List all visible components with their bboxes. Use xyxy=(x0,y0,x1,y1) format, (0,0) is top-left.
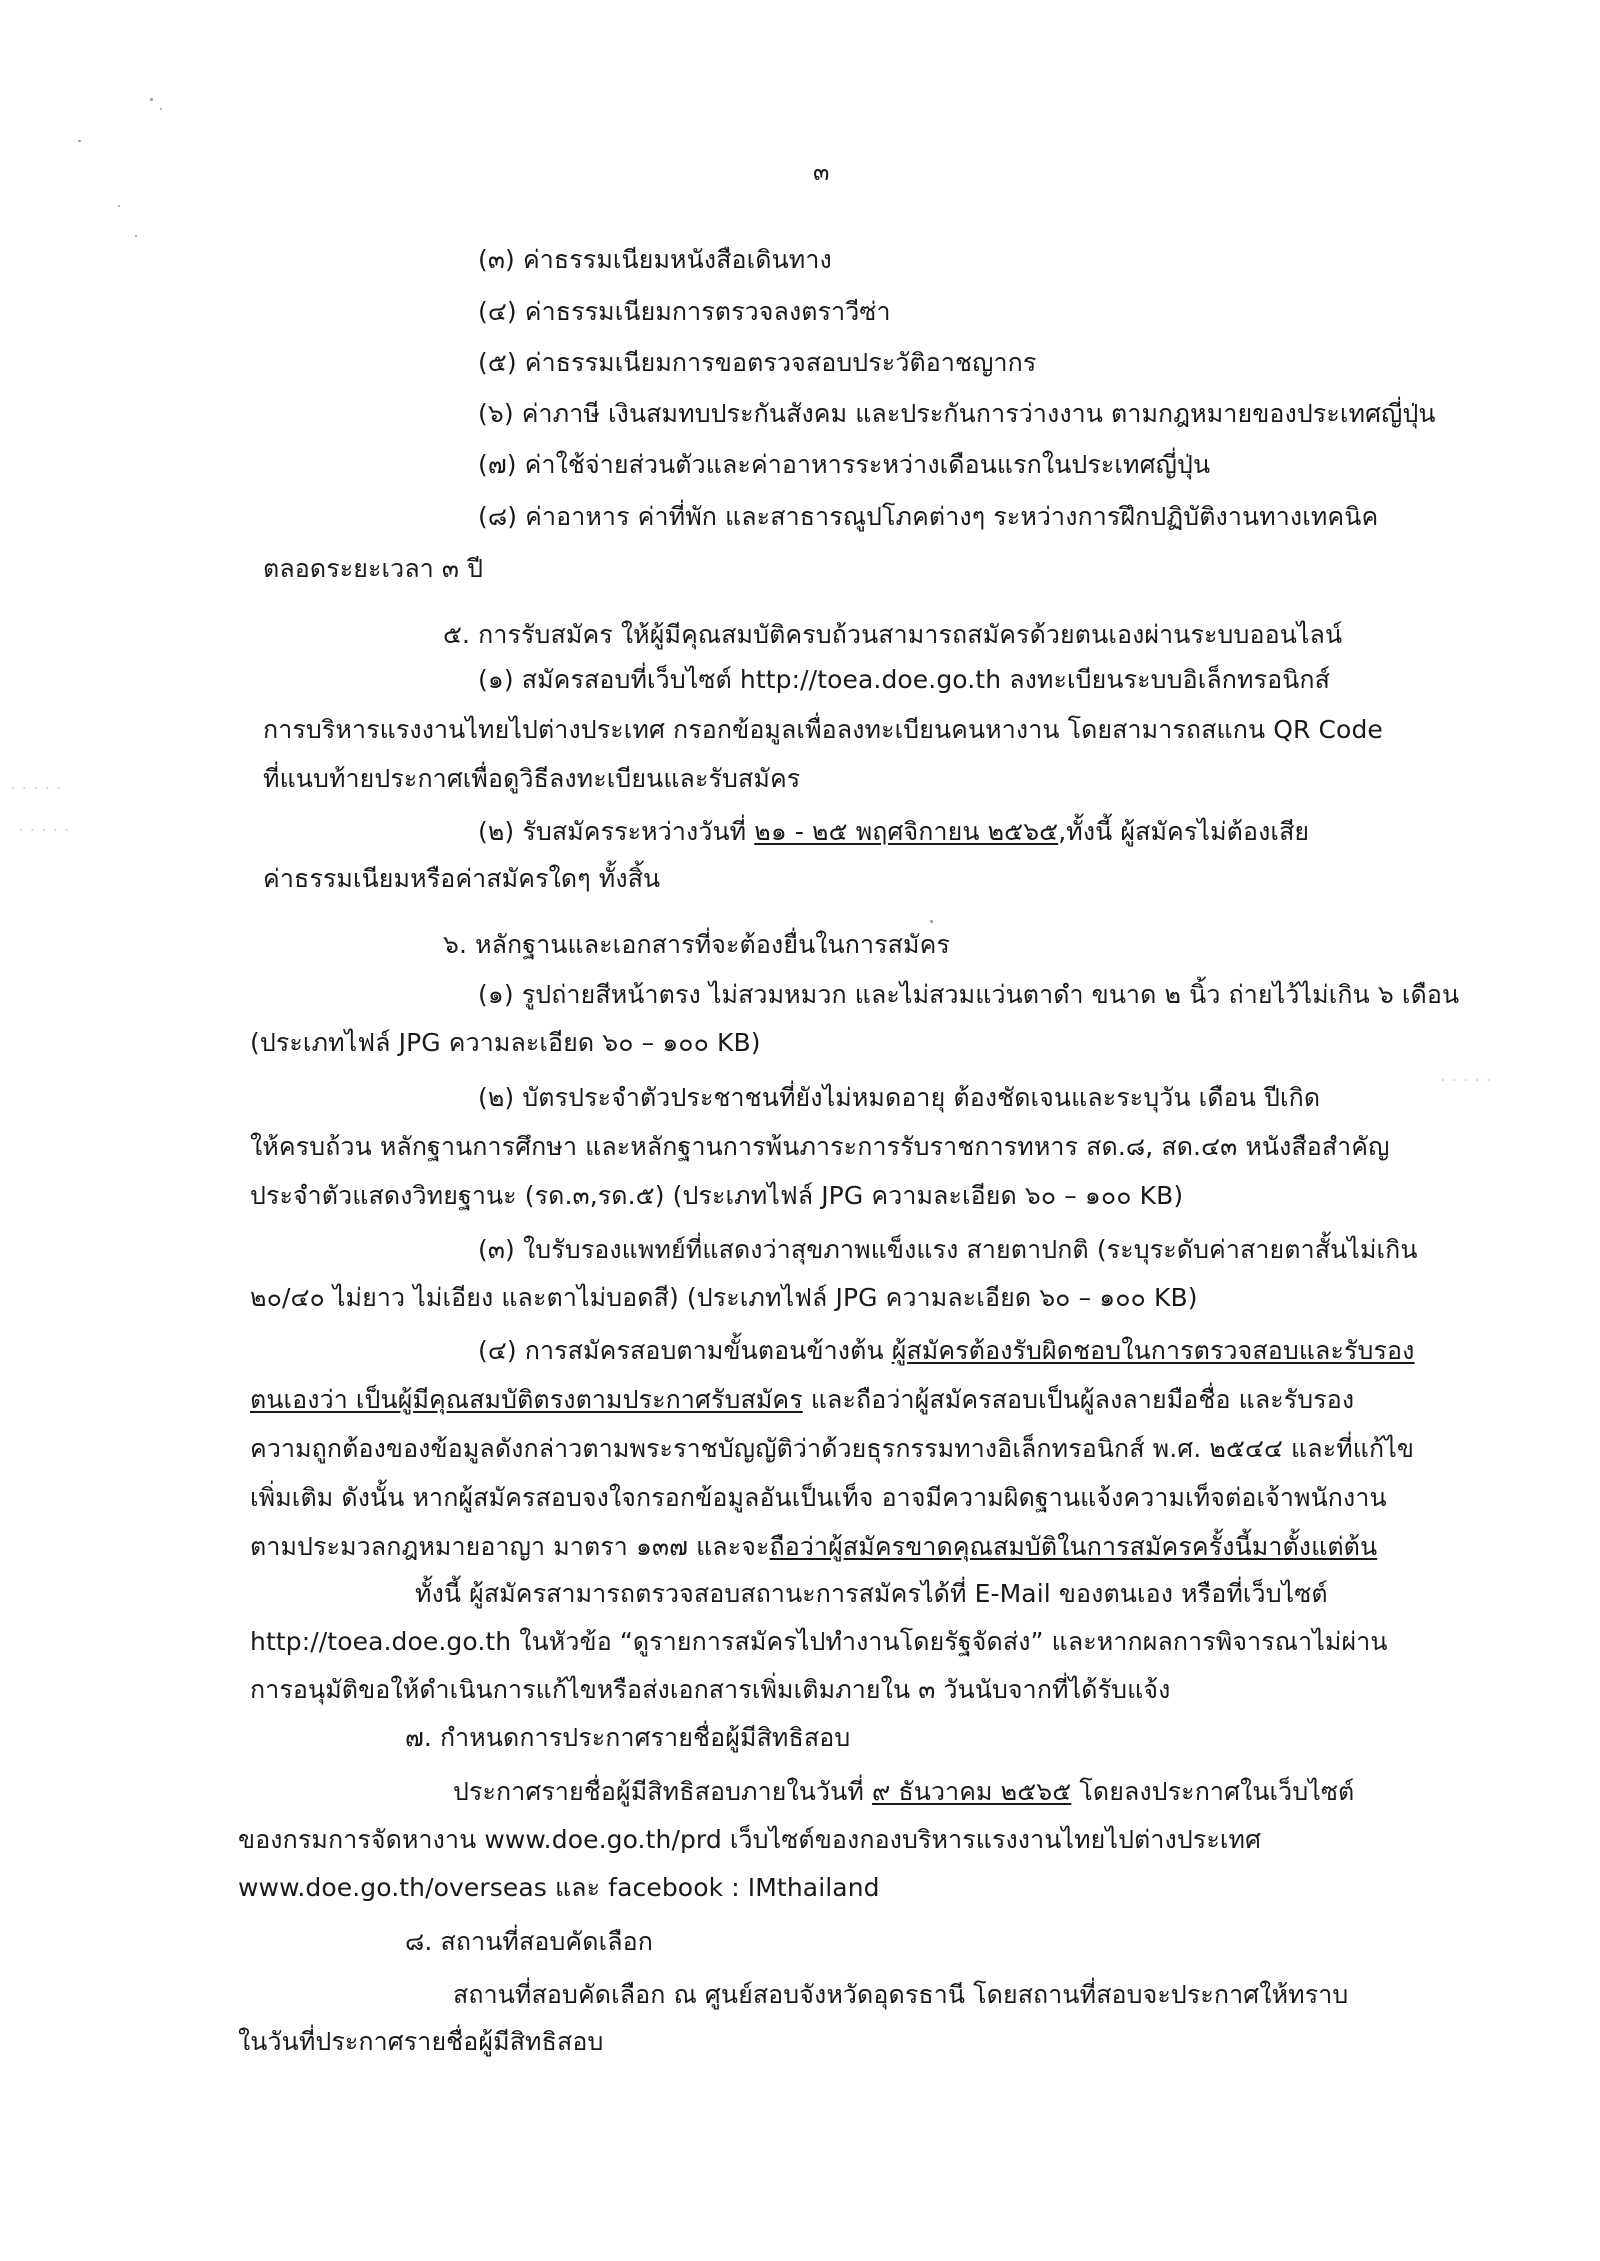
paragraph-line: ที่แนบท้ายประกาศเพื่อดูวิธีลงทะเบียนและรับสมัคร xyxy=(263,764,801,793)
paragraph-line: ความถูกต้องของข้อมูลดังกล่าวตามพระราชบัญญัติว่าด้วยธุรกรรมทางอิเล็กทรอนิกส์ พ.ศ. ๒๕๔๔ และที่แก้ไข xyxy=(250,1434,1415,1463)
paragraph-line: ๒๐/๔๐ ไม่ยาว ไม่เอียง และตาไม่บอดสี) (ประเภทไฟล์ JPG ความละเอียด ๖๐ – ๑๐๐ KB) xyxy=(250,1283,1198,1312)
paragraph-line: (๑) สมัครสอบที่เว็บไซต์ http://toea.doe.go.th ลงทะเบียนระบบอิเล็กทรอนิกส์ xyxy=(478,665,1331,694)
paragraph-line: http://toea.doe.go.th ในหัวข้อ “ดูรายการสมัครไปทำงานโดยรัฐจัดส่ง” และหากผลการพิจารณาไม่ผ่าน xyxy=(250,1627,1388,1656)
bleed-through-mark: · · · · · xyxy=(10,778,62,799)
page-number: ๓ xyxy=(813,158,830,186)
paragraph-line: ของกรมการจัดหางาน www.doe.go.th/prd เว็บไซต์ของกองบริหารแรงงานไทยไปต่างประเทศ xyxy=(238,1825,1262,1854)
section-heading: ๕. การรับสมัคร ให้ผู้มีคุณสมบัติครบถ้วนสามารถสมัครด้วยตนเองผ่านระบบออนไลน์ xyxy=(443,620,1343,649)
list-item: (๓) ค่าธรรมเนียมหนังสือเดินทาง xyxy=(478,245,832,274)
application-dates: ๒๑ - ๒๕ พฤศจิกายน ๒๕๖๕ xyxy=(754,817,1059,846)
underlined-text: ผู้สมัครต้องรับผิดชอบในการตรวจสอบและรับรอง xyxy=(891,1336,1415,1365)
paragraph-line: การอนุมัติขอให้ดำเนินการแก้ไขหรือส่งเอกสารเพิ่มเติมภายใน ๓ วันนับจากที่ได้รับแจ้ง xyxy=(250,1675,1171,1704)
scan-speck xyxy=(160,108,162,110)
paragraph-line xyxy=(250,1383,1354,1417)
list-item-continuation: ตลอดระยะเวลา ๓ ปี xyxy=(263,554,484,583)
paragraph-line: ในวันที่ประกาศรายชื่อผู้มีสิทธิสอบ xyxy=(238,2027,604,2056)
paragraph-line: ให้ครบถ้วน หลักฐานการศึกษา และหลักฐานการพ้นภาระการรับราชการทหาร สด.๘, สด.๔๓ หนังสือสำคัญ xyxy=(250,1132,1390,1161)
text-run: (๔) การสมัครสอบตามขั้นตอนข้างต้น xyxy=(478,1336,892,1365)
paragraph-line: (ประเภทไฟล์ JPG ความละเอียด ๖๐ – ๑๐๐ KB) xyxy=(250,1028,761,1057)
paragraph-line: ค่าธรรมเนียมหรือค่าสมัครใดๆ ทั้งสิ้น xyxy=(263,864,661,893)
section-heading: ๖. หลักฐานและเอกสารที่จะต้องยื่นในการสมัคร xyxy=(443,930,950,959)
list-item: (๖) ค่าภาษี เงินสมทบประกันสังคม และประกันการว่างงาน ตามกฎหมายของประเทศญี่ปุ่น xyxy=(478,399,1436,428)
paragraph-line: ประจำตัวแสดงวิทยฐานะ (รด.๓,รด.๕) (ประเภทไฟล์ JPG ความละเอียด ๖๐ – ๑๐๐ KB) xyxy=(250,1181,1184,1210)
paragraph-line: www.doe.go.th/overseas และ facebook : IMthailand xyxy=(238,1873,880,1902)
paragraph-line: (๑) รูปถ่ายสีหน้าตรง ไม่สวมหมวก และไม่สวมแว่นตาดำ ขนาด ๒ นิ้ว ถ่ายไว้ไม่เกิน ๖ เดือน xyxy=(478,980,1460,1009)
paragraph-line: (๓) ใบรับรองแพทย์ที่แสดงว่าสุขภาพแข็งแรง สายตาปกติ (ระบุระดับค่าสายตาสั้นไม่เกิน xyxy=(478,1235,1418,1264)
paragraph-line xyxy=(478,1334,1414,1368)
bleed-through-mark: · · · · · xyxy=(18,820,70,841)
text-run: และถือว่าผู้สมัครสอบเป็นผู้ลงลายมือชื่อ และรับรอง xyxy=(802,1385,1355,1414)
section-heading: ๘. สถานที่สอบคัดเลือก xyxy=(405,1927,654,1956)
paragraph-line xyxy=(453,1775,1354,1809)
text-run: ,ทั้งนี้ ผู้สมัครไม่ต้องเสีย xyxy=(1058,817,1310,846)
scan-speck xyxy=(118,205,120,207)
text-run: ตามประมวลกฎหมายอาญา มาตรา ๑๓๗ และจะ xyxy=(250,1532,770,1561)
paragraph-line: ทั้งนี้ ผู้สมัครสามารถตรวจสอบสถานะการสมัครได้ที่ E-Mail ของตนเอง หรือที่เว็บไซต์ xyxy=(415,1579,1328,1608)
bleed-through-mark: · · · · · xyxy=(1440,1070,1492,1091)
text-run: โดยลงประกาศในเว็บไซต์ xyxy=(1071,1777,1355,1806)
paragraph-line: เพิ่มเติม ดังนั้น หากผู้สมัครสอบจงใจกรอกข้อมูลอันเป็นเท็จ อาจมีความผิดฐานแจ้งความเท็จต่อเจ้าพนักงาน xyxy=(250,1483,1387,1512)
paragraph-line: (๒) บัตรประจำตัวประชาชนที่ยังไม่หมดอายุ ต้องชัดเจนและระบุวัน เดือน ปีเกิด xyxy=(478,1083,1321,1112)
scan-speck xyxy=(930,920,933,923)
list-item: (๗) ค่าใช้จ่ายส่วนตัวและค่าอาหารระหว่างเดือนแรกในประเทศญี่ปุ่น xyxy=(478,450,1211,479)
paragraph-line xyxy=(478,815,1309,849)
announcement-date: ๙ ธันวาคม ๒๕๖๕ xyxy=(871,1777,1072,1806)
list-item: (๕) ค่าธรรมเนียมการขอตรวจสอบประวัติอาชญากร xyxy=(478,348,1037,377)
paragraph-line xyxy=(250,1530,1377,1564)
text-run: ประกาศรายชื่อผู้มีสิทธิสอบภายในวันที่ xyxy=(453,1777,872,1806)
scan-speck xyxy=(78,140,81,142)
scan-speck xyxy=(135,235,137,237)
list-item: (๘) ค่าอาหาร ค่าที่พัก และสาธารณูปโภคต่างๆ ระหว่างการฝึกปฏิบัติงานทางเทคนิค xyxy=(478,502,1379,531)
paragraph-line: สถานที่สอบคัดเลือก ณ ศูนย์สอบจังหวัดอุดรธานี โดยสถานที่สอบจะประกาศให้ทราบ xyxy=(453,1980,1349,2009)
scan-speck xyxy=(150,98,153,101)
underlined-text: ตนเองว่า เป็นผู้มีคุณสมบัติตรงตามประกาศรับสมัคร xyxy=(250,1385,803,1414)
text-run: (๒) รับสมัครระหว่างวันที่ xyxy=(478,817,755,846)
paragraph-line: การบริหารแรงงานไทยไปต่างประเทศ กรอกข้อมูลเพื่อลงทะเบียนคนหางาน โดยสามารถสแกน QR Code xyxy=(263,715,1383,744)
list-item: (๔) ค่าธรรมเนียมการตรวจลงตราวีซ่า xyxy=(478,297,891,326)
underlined-text: ถือว่าผู้สมัครขาดคุณสมบัติในการสมัครครั้งนี้มาตั้งแต่ต้น xyxy=(769,1532,1378,1561)
section-heading: ๗. กำหนดการประกาศรายชื่อผู้มีสิทธิสอบ xyxy=(405,1723,851,1752)
